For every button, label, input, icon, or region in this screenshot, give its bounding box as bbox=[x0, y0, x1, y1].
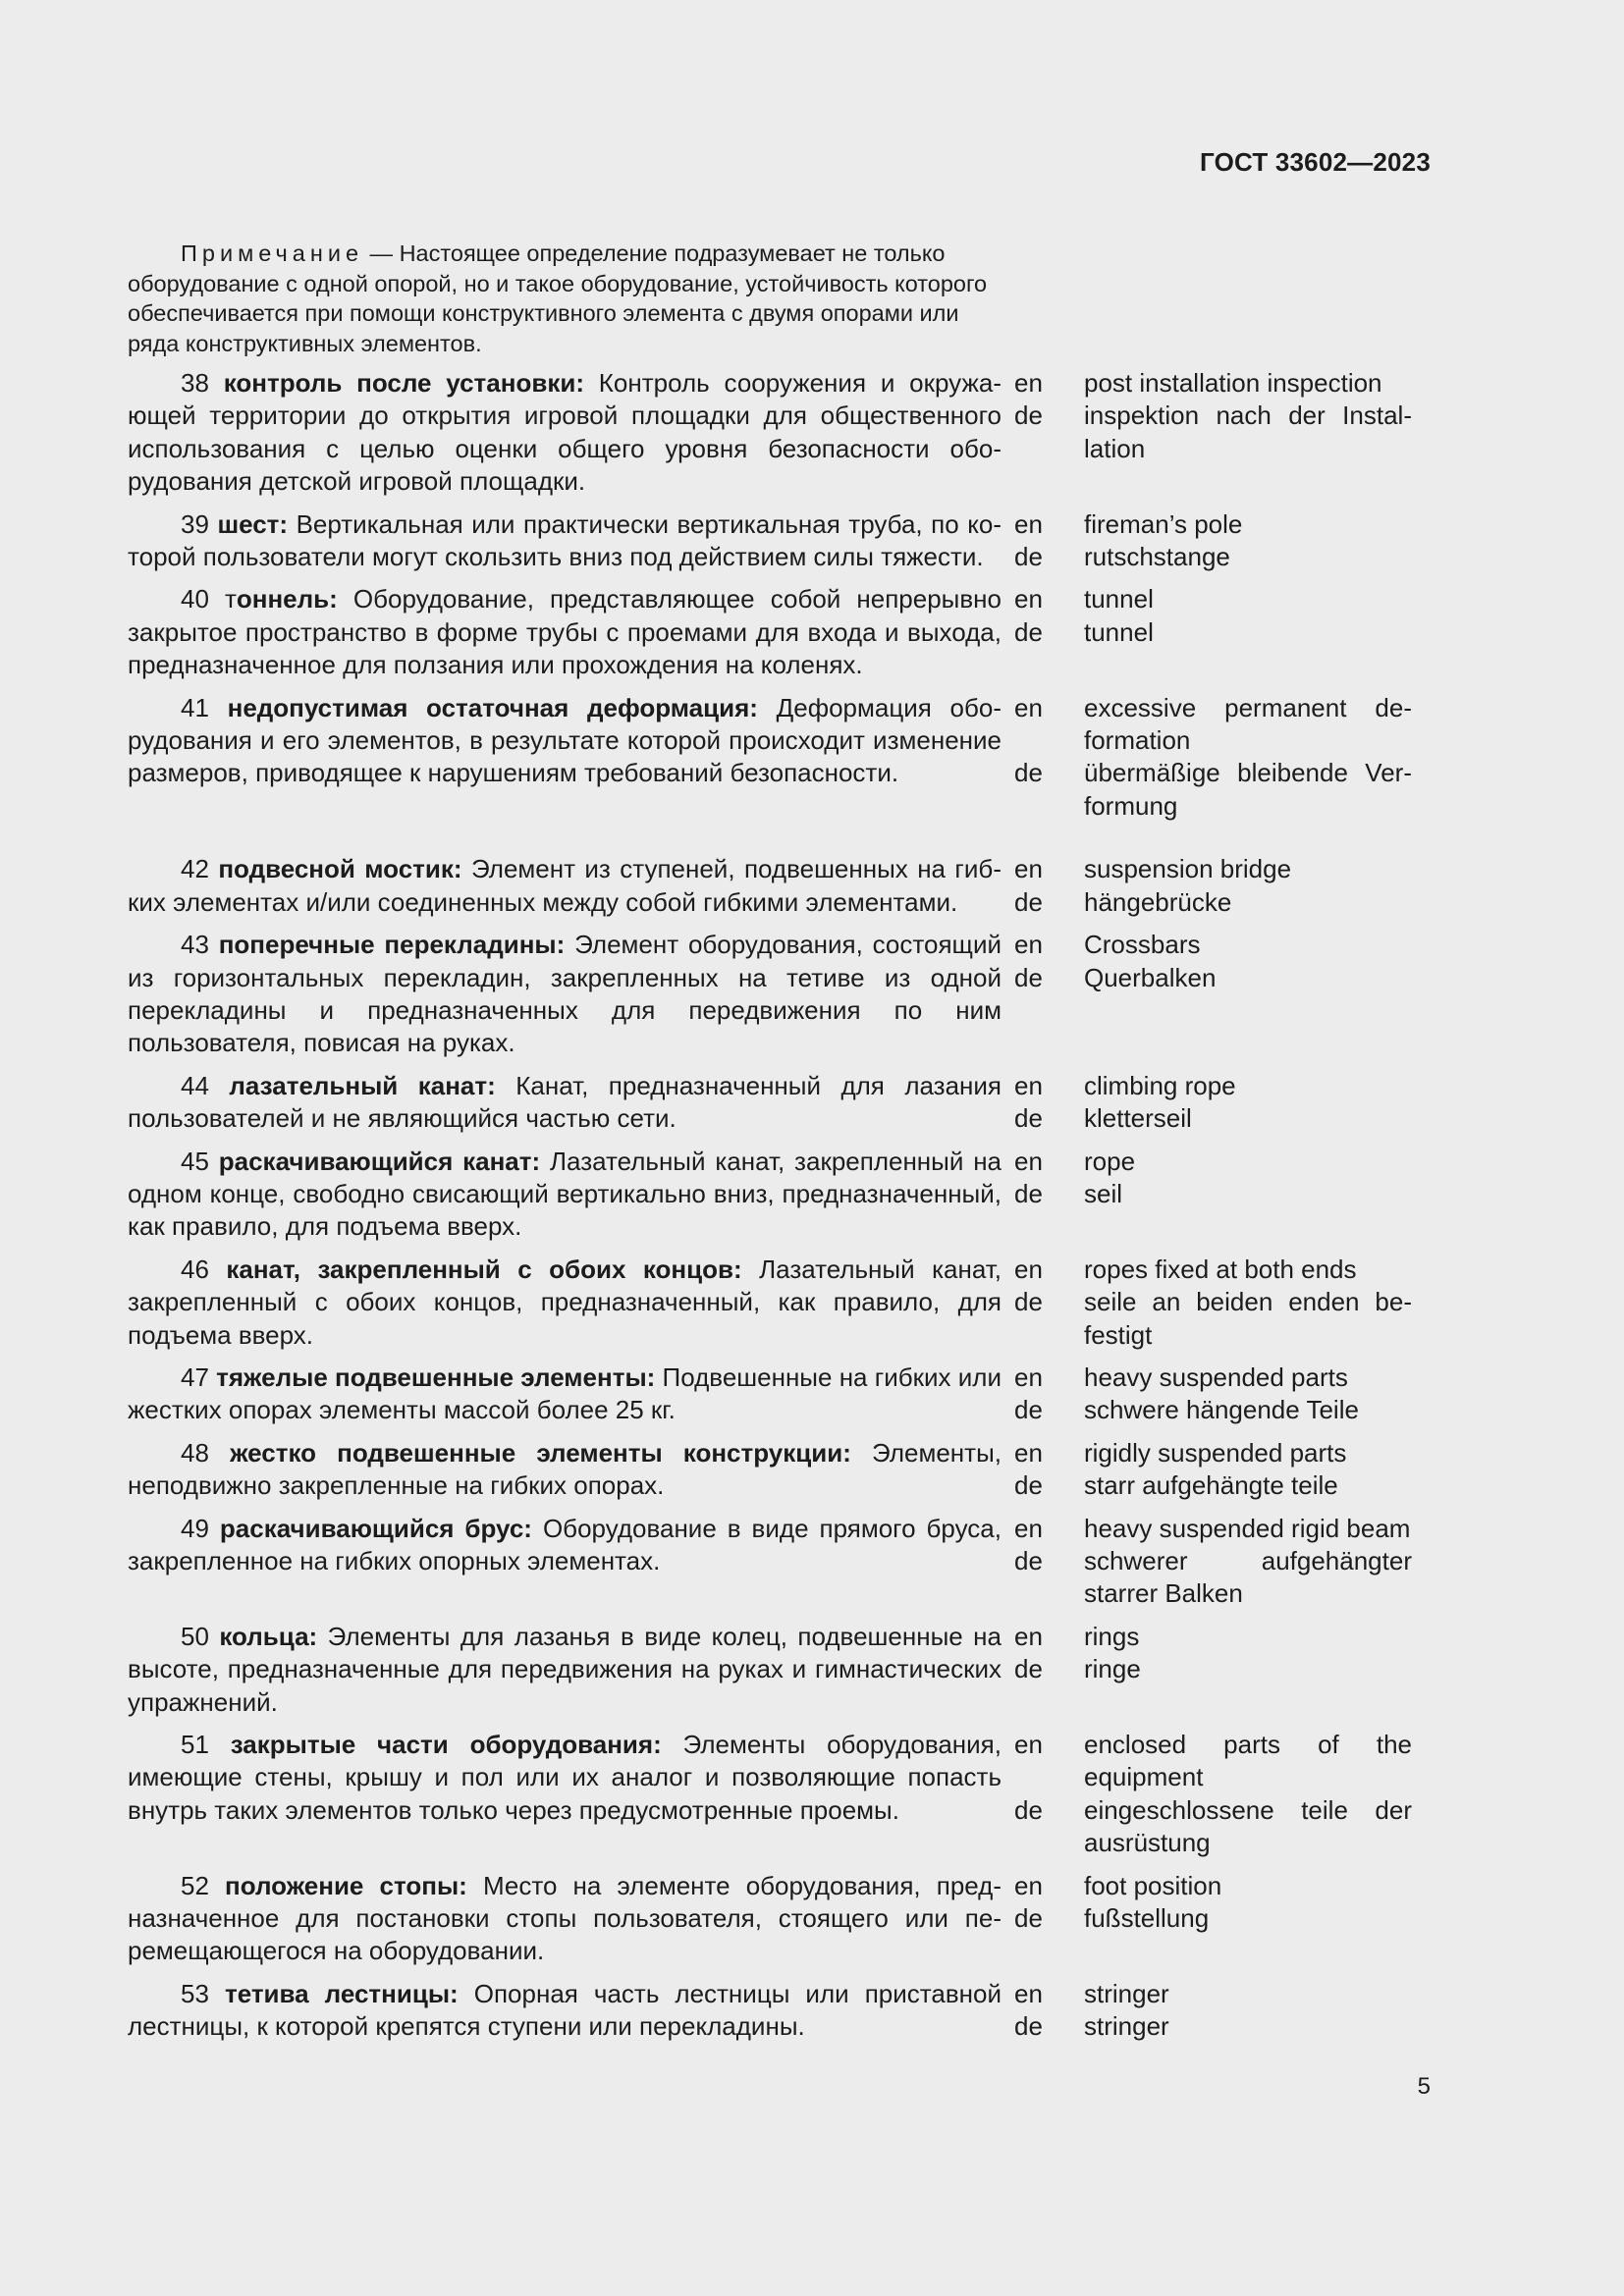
term-definition bbox=[128, 1729, 1001, 1860]
lang-code: en bbox=[1014, 1070, 1043, 1100]
translations bbox=[1001, 853, 1412, 919]
translations bbox=[1001, 508, 1412, 574]
german-term: schwerer aufgehängter starrer Balken bbox=[1084, 1546, 1412, 1609]
term-name: раскачивающийся брус: bbox=[219, 1513, 532, 1543]
german-term: fußstellung bbox=[1084, 1903, 1210, 1934]
term-text: Оборудование в виде прямого бруса, закрепленное на гибких опорных элементах. bbox=[128, 1513, 1001, 1575]
lang-code: de bbox=[1014, 1395, 1043, 1425]
term-text: Контроль сооружения и окружающей территории до открытия игровой площадки для общественного использования с целью оценки общего уровня безопасности оборудования детской игровой площадки. bbox=[128, 368, 1001, 497]
term-number: 45 bbox=[181, 1146, 209, 1176]
term-number: 43 bbox=[181, 930, 209, 960]
lang-code: de bbox=[1014, 1654, 1043, 1684]
lang-code: en bbox=[1014, 368, 1043, 398]
german-term: kletterseil bbox=[1084, 1103, 1192, 1134]
translation-en bbox=[1001, 929, 1412, 961]
term-text: Деформация оборудования и его элементов, в результате которой происходит изменение размеров, приводящее к нарушениям требований безопасности. bbox=[128, 692, 1001, 788]
translation-en bbox=[1001, 692, 1412, 758]
term-number: 49 bbox=[181, 1513, 209, 1543]
german-term: seile an beiden enden befestigt bbox=[1084, 1287, 1412, 1350]
term-entry-45 bbox=[128, 1146, 1434, 1244]
term-entry-52 bbox=[128, 1870, 1434, 1968]
term-entry-42 bbox=[128, 853, 1434, 919]
term-number: 52 bbox=[181, 1870, 209, 1900]
term-entry-53 bbox=[128, 1978, 1434, 2044]
term-definition bbox=[128, 853, 1001, 919]
translations bbox=[1001, 1978, 1412, 2044]
german-term: inspektion nach der Installation bbox=[1084, 400, 1412, 463]
lang-code: de bbox=[1014, 1903, 1043, 1934]
translation-en bbox=[1001, 1437, 1412, 1469]
term-number: 42 bbox=[181, 854, 209, 884]
term-name: оннель: bbox=[236, 584, 338, 614]
term-number: 50 bbox=[181, 1621, 209, 1651]
term-definition bbox=[128, 508, 1001, 574]
translation-de bbox=[1001, 1102, 1412, 1135]
term-entry-43 bbox=[128, 929, 1434, 1060]
english-term: ropes fixed at both ends bbox=[1084, 1254, 1357, 1284]
term-entry-39 bbox=[128, 508, 1434, 574]
term-entry-40 bbox=[128, 583, 1434, 681]
term-definition bbox=[128, 1978, 1001, 2044]
term-entry-49 bbox=[128, 1513, 1434, 1611]
translation-de bbox=[1001, 541, 1412, 573]
translation-de bbox=[1001, 886, 1412, 919]
term-entry-51 bbox=[128, 1729, 1434, 1860]
translation-de bbox=[1001, 1902, 1412, 1935]
lang-code: de bbox=[1014, 542, 1043, 572]
translation-en bbox=[1001, 1146, 1412, 1178]
english-term: tunnel bbox=[1084, 584, 1154, 614]
term-number: 46 bbox=[181, 1254, 209, 1284]
term-entries bbox=[128, 367, 1434, 2054]
lang-code: en bbox=[1014, 1870, 1043, 1900]
translations bbox=[1001, 929, 1412, 1060]
lang-code: de bbox=[1014, 616, 1043, 647]
english-term: heavy suspended rigid beam bbox=[1084, 1513, 1411, 1543]
translation-de bbox=[1001, 1794, 1412, 1860]
term-definition bbox=[128, 1513, 1001, 1611]
term-definition bbox=[128, 367, 1001, 499]
english-term: enclosed parts of the equipment bbox=[1084, 1730, 1412, 1792]
german-term: rutschstange bbox=[1084, 542, 1230, 572]
lang-code: de bbox=[1014, 886, 1043, 917]
term-number: 47 bbox=[181, 1362, 209, 1392]
english-term: excessive permanent deformation bbox=[1084, 692, 1412, 756]
translations bbox=[1001, 1437, 1412, 1503]
translation-en bbox=[1001, 1978, 1412, 2010]
term-text: Элементы для лазанья в виде колец, подвешенные на высоте, предназначенные для передвижения на руках и гимнастических упражнений. bbox=[128, 1621, 1001, 1717]
note-text: — Настоящее определение подразумевает не только оборудование с одной опорой, но и такое оборудование, устойчивость которого обеспечивается при помощи конструктивного элемента с двумя опорами или ряда конструктивных элементов. bbox=[128, 240, 988, 356]
term-text: Элементы оборудования, имеющие стены, крышу и пол или их аналог и позволяющие попасть внутрь таких элементов только через предусмотренные проемы. bbox=[128, 1730, 1001, 1825]
german-term: stringer bbox=[1084, 2011, 1169, 2042]
english-term: Crossbars bbox=[1084, 930, 1201, 960]
german-term: ringe bbox=[1084, 1654, 1141, 1684]
term-definition bbox=[128, 583, 1001, 681]
english-term: stringer bbox=[1084, 1978, 1169, 2008]
translation-de bbox=[1001, 616, 1412, 649]
translation-en bbox=[1001, 1870, 1412, 1902]
translation-en bbox=[1001, 1621, 1412, 1653]
term-name: поперечные перекладины: bbox=[218, 930, 566, 960]
translations bbox=[1001, 1146, 1412, 1244]
lang-code: en bbox=[1014, 930, 1043, 960]
lang-code: de bbox=[1014, 1546, 1043, 1575]
german-term: tunnel bbox=[1084, 616, 1154, 647]
lang-code: de bbox=[1014, 962, 1043, 992]
term-entry-50 bbox=[128, 1621, 1434, 1719]
translations bbox=[1001, 1870, 1412, 1968]
translations bbox=[1001, 583, 1412, 681]
term-number: 48 bbox=[181, 1437, 209, 1468]
translation-de bbox=[1001, 962, 1412, 994]
term-definition bbox=[128, 1070, 1001, 1136]
term-text: Элемент из ступеней, подвешенных на гибких элементах и/или соединенных между собой гибкими элементами. bbox=[128, 854, 1001, 917]
english-term: foot position bbox=[1084, 1870, 1222, 1900]
term-text: Элемент оборудования, состоящий из горизонтальных перекладин, закрепленных на тетиве из одной перекладины и предназначенных для передвижения по ним пользователя, повисая на руках. bbox=[128, 930, 1001, 1058]
german-term: hängebrücke bbox=[1084, 886, 1232, 917]
translation-en bbox=[1001, 1254, 1412, 1286]
english-term: fireman’s pole bbox=[1084, 508, 1243, 539]
term-name: канат, закрепленный с обоих концов: bbox=[226, 1254, 742, 1284]
term-text: Элементы, неподвижно закрепленные на гибких опорах. bbox=[128, 1437, 1001, 1501]
translation-de bbox=[1001, 400, 1412, 465]
lang-code: de bbox=[1014, 1287, 1043, 1317]
translations bbox=[1001, 367, 1412, 499]
term-name: шест: bbox=[217, 508, 289, 539]
translation-en bbox=[1001, 508, 1412, 541]
lang-code: de bbox=[1014, 1794, 1043, 1825]
term-name: положение стопы: bbox=[225, 1870, 467, 1900]
english-term: climbing rope bbox=[1084, 1070, 1236, 1100]
term-name: подвесной мостик: bbox=[218, 854, 462, 884]
lang-code: en bbox=[1014, 1362, 1043, 1392]
translation-de bbox=[1001, 1394, 1412, 1426]
translation-de bbox=[1001, 757, 1412, 823]
german-term: übermäßige bleibende Verformung bbox=[1084, 758, 1412, 821]
term-definition bbox=[128, 692, 1001, 824]
term-text: Оборудование, представляющее собой непрерывно закрытое пространство в форме трубы с проемами для входа и выхода, предназначенное для ползания или прохождения на коленях. bbox=[128, 584, 1001, 680]
term-entry-47 bbox=[128, 1362, 1434, 1427]
german-term: Querbalken bbox=[1084, 962, 1217, 992]
term-name: тетива лестницы: bbox=[224, 1978, 459, 2008]
translation-en bbox=[1001, 1070, 1412, 1102]
translations bbox=[1001, 692, 1412, 824]
translation-en bbox=[1001, 1362, 1412, 1394]
term-name: жестко подвешенные элементы конструкции: bbox=[230, 1437, 851, 1468]
term-definition bbox=[128, 1146, 1001, 1244]
lang-code: en bbox=[1014, 584, 1043, 614]
english-term: post installation inspection bbox=[1084, 368, 1382, 398]
translation-en bbox=[1001, 1513, 1412, 1545]
term-name: закрытые части оборудования: bbox=[230, 1730, 662, 1760]
term-definition bbox=[128, 1362, 1001, 1427]
term-definition bbox=[128, 1254, 1001, 1352]
term-text: Подвешенные на гибких или жестких опорах элементы массой более 25 кг. bbox=[128, 1362, 1001, 1425]
lang-code: en bbox=[1014, 508, 1043, 539]
note-label: Примечание bbox=[181, 240, 364, 266]
translations bbox=[1001, 1729, 1412, 1860]
translation-de bbox=[1001, 1469, 1412, 1502]
term-definition bbox=[128, 1437, 1001, 1503]
term-name: лазательный канат: bbox=[229, 1070, 496, 1100]
translation-de bbox=[1001, 2010, 1412, 2043]
translation-en bbox=[1001, 1729, 1412, 1794]
term-entry-48 bbox=[128, 1437, 1434, 1503]
english-term: suspension bridge bbox=[1084, 854, 1292, 884]
term-name: контроль после установки: bbox=[223, 368, 584, 398]
lang-code: de bbox=[1014, 2011, 1043, 2042]
lang-code: en bbox=[1014, 1978, 1043, 2008]
term-number: 41 bbox=[181, 692, 209, 722]
english-term: rings bbox=[1084, 1621, 1140, 1651]
german-term: starr aufgehängte teile bbox=[1084, 1470, 1338, 1501]
term-entry-46 bbox=[128, 1254, 1434, 1352]
term-text: Канат, предназначенный для лазания пользователей и не являющийся частью сети. bbox=[128, 1070, 1002, 1134]
translation-de bbox=[1001, 1545, 1412, 1611]
english-term: heavy suspended parts bbox=[1084, 1362, 1348, 1392]
term-name: тяжелые подвешенные элементы: bbox=[216, 1362, 656, 1392]
translation-en bbox=[1001, 583, 1412, 615]
term-number: 39 bbox=[181, 508, 209, 539]
german-term: seil bbox=[1084, 1178, 1123, 1208]
translations bbox=[1001, 1254, 1412, 1352]
german-term: schwere hängende Teile bbox=[1084, 1395, 1359, 1425]
term-name: кольца: bbox=[219, 1621, 318, 1651]
term-text: Лазательный канат, закрепленный с обоих концов, предназначенный, как правило, для подъема вверх. bbox=[128, 1254, 1001, 1350]
term-number: 44 bbox=[181, 1070, 209, 1100]
translation-de bbox=[1001, 1653, 1412, 1685]
lang-code: en bbox=[1014, 692, 1043, 722]
term-number: 53 bbox=[181, 1978, 209, 2008]
translations bbox=[1001, 1621, 1412, 1719]
term-text: Вертикальная или практически вертикальная труба, по которой пользователи могут скользить вниз под действием силы тяжести. bbox=[128, 508, 1001, 572]
translation-en bbox=[1001, 367, 1412, 400]
translation-de bbox=[1001, 1178, 1412, 1210]
term-text: Лазательный канат, закрепленный на одном конце, свободно свисающий вертикально вниз, предназначенный, как правило, для подъема вверх. bbox=[128, 1146, 1002, 1242]
term-entry-38 bbox=[128, 367, 1434, 499]
translations bbox=[1001, 1513, 1412, 1611]
lang-code: de bbox=[1014, 1178, 1043, 1208]
page-number: 5 bbox=[1417, 2073, 1431, 2100]
translations bbox=[1001, 1362, 1412, 1427]
lang-code: de bbox=[1014, 1103, 1043, 1134]
lang-code: en bbox=[1014, 1513, 1043, 1543]
translations bbox=[1001, 1070, 1412, 1136]
term-entry-41 bbox=[128, 692, 1434, 824]
term-entry-44 bbox=[128, 1070, 1434, 1136]
english-term: rigidly suspended parts bbox=[1084, 1437, 1347, 1468]
lang-code: de bbox=[1014, 1470, 1043, 1501]
term-definition bbox=[128, 1621, 1001, 1719]
term-definition bbox=[128, 929, 1001, 1060]
document-code: ГОСТ 33602—2023 bbox=[1200, 147, 1431, 177]
term-name: недопустимая остаточная деформация: bbox=[227, 692, 758, 722]
note-paragraph bbox=[128, 239, 1001, 358]
term-number: 38 bbox=[181, 368, 209, 398]
term-number: 51 bbox=[181, 1730, 209, 1760]
lang-code: de bbox=[1014, 400, 1043, 431]
term-definition bbox=[128, 1870, 1001, 1968]
term-name: раскачивающийся канат: bbox=[218, 1146, 541, 1176]
lang-code: en bbox=[1014, 1146, 1043, 1176]
lang-code: en bbox=[1014, 1254, 1043, 1284]
english-term: rope bbox=[1084, 1146, 1136, 1176]
lang-code: en bbox=[1014, 854, 1043, 884]
translation-de bbox=[1001, 1286, 1412, 1352]
lang-code: en bbox=[1014, 1437, 1043, 1468]
translation-en bbox=[1001, 853, 1412, 885]
lang-code: en bbox=[1014, 1730, 1043, 1760]
term-text: Опорная часть лестницы или приставной лестницы, к которой крепятся ступени или перекладины. bbox=[128, 1978, 1001, 2042]
german-term: eingeschlossene teile der ausrüstung bbox=[1084, 1794, 1412, 1858]
lang-code: de bbox=[1014, 758, 1043, 788]
term-text: Место на элементе оборудования, предназначенное для постановки стопы пользователя, стоящего или перемещающегося на оборудовании. bbox=[128, 1870, 1002, 1966]
lang-code: en bbox=[1014, 1621, 1043, 1651]
term-number: 40 т bbox=[181, 584, 237, 614]
